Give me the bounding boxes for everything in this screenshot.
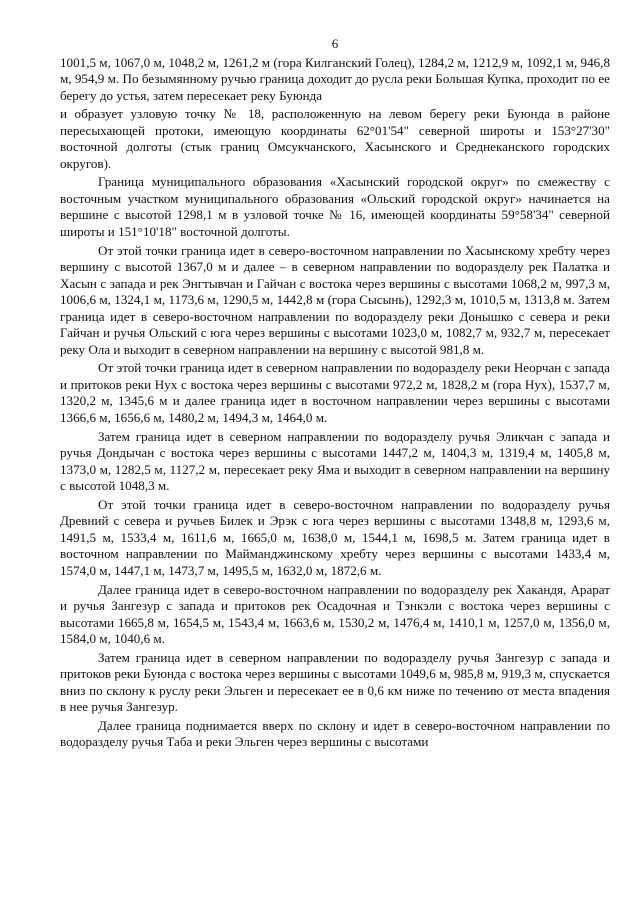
paragraph: От этой точки граница идет в северо-восточном направлении по Хасынскому хребту через вершину с высотой 1367,0 м и далее – в северном направлении по водоразделу рек Палатка и Хасын с запада и рек Энгтывчан и Гайчан с востока через вершины с высотами 1068,2 м, 997,3 м, 1006,6 м, 1324,1 м, 1173,6 м, 1290,5 м, 1442,8 м (гора Сысынь), 1292,3 м, 1010,5 м, 1313,8 м. Затем граница идет в северо-восточном направлении по водоразделу реки Донышко с севера и реки Гайчан и ручья Ольский с юга через вершины с высотами 1023,0 м, 1082,7 м, 932,7 м, пересекает реку Ола и выходит в северном направлении на вершину с высотой 981,8 м.	[60, 242, 610, 357]
paragraph: Затем граница идет в северном направлении по водоразделу ручья Зангезур с запада и притоков реки Буюнда с востока через вершины с высотами 1049,6 м, 985,8 м, 919,3 м, спускается вниз по склону к руслу реки Эльген и пересекает ее в 0,6 км ниже по течению от места впадения в нее ручья Зангезур.	[60, 649, 610, 715]
paragraph: Далее граница поднимается вверх по склону и идет в северо-восточном направлении по водоразделу ручья Таба и реки Эльген через вершины с высотами	[60, 717, 610, 750]
paragraph: 1001,5 м, 1067,0 м, 1048,2 м, 1261,2 м (гора Килганский Голец), 1284,2 м, 1212,9 м, 1092,1 м, 946,8 м, 954,9 м. По безымянному ручью граница доходит до русла реки Большая Купка, проходит по ее берегу до устья, затем пересекает реку Буюнда	[60, 54, 610, 103]
paragraph: От этой точки граница идет в северном направлении по водоразделу реки Неорчан с запада и притоков реки Нух с востока через вершины с высотами 972,2 м, 1828,2 м (гора Нух), 1537,7 м, 1320,2 м, 1345,6 м и далее граница идет в восточном направлении через вершины с высотами 1366,6 м, 1656,6 м, 1480,2 м, 1494,3 м, 1464,0 м.	[60, 360, 610, 426]
paragraph: Затем граница идет в северном направлении по водоразделу ручья Эликчан с запада и ручья Дондычан с востока через вершины с высотами 1447,2 м, 1404,3 м, 1319,4 м, 1405,8 м, 1373,0 м, 1282,5 м, 1127,2 м, пересекает реку Яма и выходит в северном направлении на вершину с высотой 1048,3 м.	[60, 428, 610, 494]
page-number: 6	[331, 36, 339, 51]
document-body	[60, 55, 610, 751]
paragraph: От этой точки граница идет в северо-восточном направлении по водоразделу ручья Древний с севера и ручьев Билек и Эрэк с юга через вершины с высотами 1348,8 м, 1293,6 м, 1491,5 м, 1533,4 м, 1611,6 м, 1665,0 м, 1638,0 м, 1544,1 м, 1698,5 м. Затем граница идет в восточном направлении по Майманджинскому хребту через вершины с высотами 1433,4 м, 1574,0 м, 1447,1 м, 1473,7 м, 1495,5 м, 1632,0 м, 1872,6 м.	[60, 496, 610, 578]
paragraph: Далее граница идет в северо-восточном направлении по водоразделу рек Хакандя, Арарат и ручья Зангезур с запада и притоков рек Осадочная и Тэнкэли с востока через вершины с высотами 1665,8 м, 1654,5 м, 1543,4 м, 1663,6 м, 1530,2 м, 1476,4 м, 1410,1 м, 1257,0 м, 1356,0 м, 1584,0 м, 1040,6 м.	[60, 581, 610, 647]
paragraph: и образует узловую точку № 18, расположенную на левом берегу реки Буюнда в районе пересыхающей протоки, имеющую координаты 62°01'54" северной широты и 153°27'30" восточной долготы (стык границ Омсукчанского, Хасынского и Среднеканского городских округов).	[60, 106, 610, 171]
paragraph: Граница муниципального образования «Хасынский городской округ» по смежеству с восточным участком муниципального образования «Ольский городской округ» начинается на вершине с высотой 1298,1 м в узловой точке № 16, имеющей координаты 59°58'34" северной широты и 151°10'18" восточной долготы.	[60, 174, 610, 240]
